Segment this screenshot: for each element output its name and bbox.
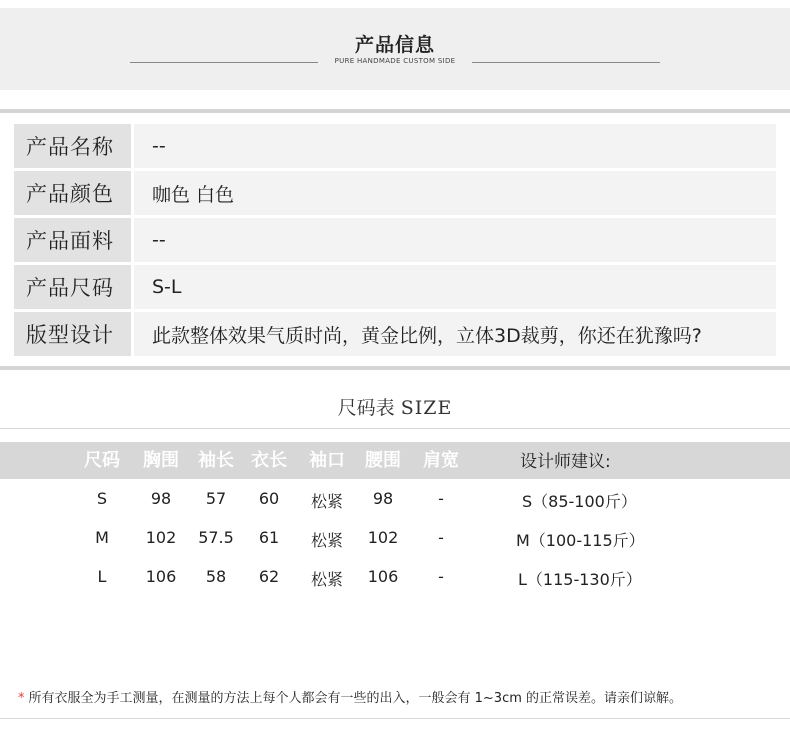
- size-title-cn: 尺码表: [337, 397, 395, 419]
- info-row: [14, 312, 776, 356]
- size-header-cell: 袖口: [309, 450, 345, 471]
- size-cell: S: [96, 489, 108, 508]
- size-cell: 60: [258, 489, 280, 508]
- size-cell: 106: [367, 567, 399, 586]
- info-row: [14, 265, 776, 309]
- size-cell: 57: [205, 489, 227, 508]
- size-header-cell: 袖长: [198, 450, 234, 471]
- info-row: [14, 124, 776, 168]
- info-label: 版型设计: [14, 312, 131, 356]
- page-title: 产品信息: [354, 34, 435, 56]
- size-cell: 58: [205, 567, 227, 586]
- size-header-cell: 肩宽: [423, 450, 459, 471]
- note-text: 所有衣服全为手工测量，在测量的方法上每个人都会有一些的出入，一般会有 1~3cm 的正常误差。请亲们谅解。: [28, 691, 683, 706]
- size-cell: 102: [367, 528, 399, 547]
- size-advice: M（100-115斤）: [516, 531, 645, 550]
- size-advice: S（85-100斤）: [522, 492, 637, 511]
- size-header-cell: 腰围: [365, 450, 401, 471]
- section-divider: [0, 109, 790, 113]
- size-cell: M: [95, 528, 109, 547]
- info-value: --: [134, 218, 776, 262]
- size-table-header: [0, 442, 790, 479]
- info-value: --: [134, 124, 776, 168]
- info-value: 咖色 白色: [134, 171, 776, 215]
- info-value: 此款整体效果气质时尚，黄金比例，立体3D裁剪，你还在犹豫吗?: [134, 312, 776, 356]
- size-cell: 松紧: [310, 570, 343, 589]
- size-advice: L（115-130斤）: [518, 570, 642, 589]
- size-title-underline: [0, 428, 790, 429]
- page-subtitle-text: PURE HANDMADE CUSTOM SIDE: [330, 57, 461, 65]
- size-title-en: SIZE: [400, 397, 453, 419]
- size-chart-title: [0, 393, 790, 420]
- info-value: S-L: [134, 265, 776, 309]
- size-header-cell: 胸围: [143, 450, 179, 471]
- size-cell: 松紧: [310, 492, 343, 511]
- size-cell: -: [438, 567, 444, 586]
- page-subtitle: [0, 57, 790, 65]
- size-cell: 106: [145, 567, 177, 586]
- size-cell: 102: [145, 528, 177, 547]
- size-cell: L: [97, 567, 107, 586]
- size-cell: 松紧: [310, 531, 343, 550]
- info-label: 产品颜色: [14, 171, 131, 215]
- info-row: [14, 218, 776, 262]
- measurement-note: [18, 687, 682, 706]
- size-cell: 62: [258, 567, 280, 586]
- size-cell: -: [438, 528, 444, 547]
- info-label: 产品名称: [14, 124, 131, 168]
- size-cell: 98: [372, 489, 394, 508]
- designer-advice-header: 设计师建议:: [520, 452, 611, 472]
- size-cell: 57.5: [198, 528, 234, 547]
- size-header-cell: 尺码: [84, 450, 120, 471]
- info-label: 产品面料: [14, 218, 131, 262]
- info-row: [14, 171, 776, 215]
- size-cell: 98: [150, 489, 172, 508]
- product-info-table: [14, 124, 776, 359]
- note-star: *: [18, 691, 25, 706]
- info-label: 产品尺码: [14, 265, 131, 309]
- size-cell: -: [438, 489, 444, 508]
- size-header-cell: 衣长: [251, 450, 287, 471]
- size-cell: 61: [258, 528, 280, 547]
- section-divider: [0, 366, 790, 370]
- bottom-divider: [0, 718, 790, 719]
